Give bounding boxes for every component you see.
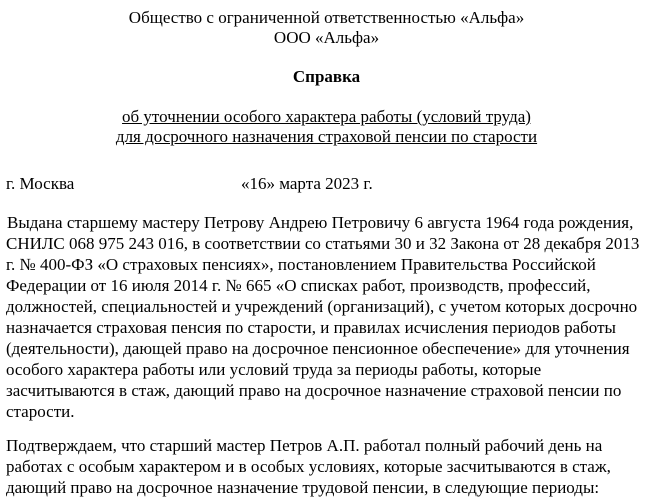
subtitle-line-2: для досрочного назначения страховой пенсии по старости [115,127,538,146]
subtitle-line-1: об уточнении особого характера работы (условий труда) [122,107,531,126]
paragraph-line: старости. [6,402,75,421]
organization-full-name: Общество с ограниченной ответственностью «Альфа» [128,8,525,27]
document-date: «16» марта 2023 г. [241,174,373,193]
paragraph-line: Федерации от 16 июля 2014 г. № 665 «О списках работ, производств, профессий, [6,276,591,295]
paragraph-line: дающий право на досрочное назначение трудовой пенсии, в следующие периоды: [6,478,600,497]
paragraph-line: особого характера работы или условий труда за периоды работы, которые [6,360,542,379]
paragraph-line: г. № 400-ФЗ «О страховых пенсиях», постановлением Правительства Российской [6,255,596,274]
paragraph-line: (деятельности), дающей право на досрочное пенсионное обеспечение» для уточнения [6,339,630,358]
paragraph-line: засчитываются в стаж, дающий право на досрочное назначение страховой пенсии по [6,381,622,400]
paragraph-line: Выдана старшему мастеру Петрову Андрею Петровичу 6 августа 1964 года рождения, [7,213,634,232]
place-city: г. Москва [6,174,75,193]
organization-short-name: ООО «Альфа» [273,28,380,47]
paragraph-line: Подтверждаем, что старший мастер Петров А.П. работал полный рабочий день на [6,436,603,455]
paragraph-line: СНИЛС 068 975 243 016, в соответствии со статьями 30 и 32 Закона от 28 декабря 2013 [6,234,640,253]
paragraph-line: назначается страховая пенсия по старости, и правилах исчисления периодов работы [6,318,616,337]
document-title: Справка [292,67,361,86]
paragraph-line: работах с особым характером и в особых условиях, которые засчитываются в стаж, [6,457,611,476]
paragraph-line: должностей, специальностей и учреждений (организаций), с учетом которых досрочно [6,297,638,316]
